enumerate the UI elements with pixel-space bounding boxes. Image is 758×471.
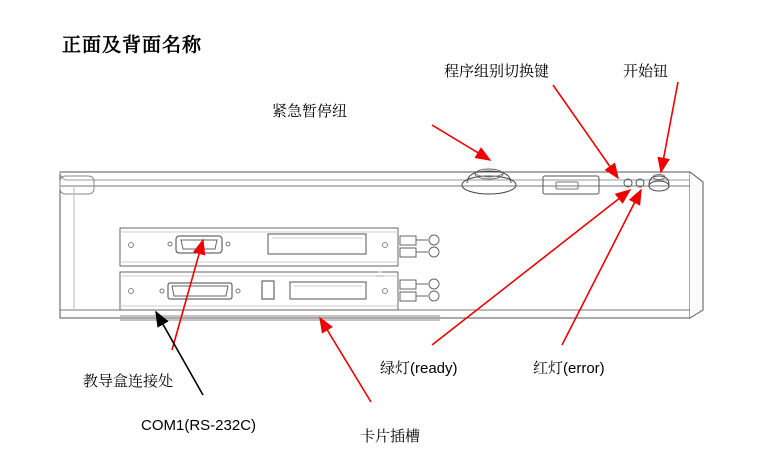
label-green-led-ready: 绿灯(ready) — [380, 360, 458, 377]
label-program-group-switch: 程序组别切换键 — [444, 63, 550, 80]
label-start-button: 开始钮 — [623, 63, 669, 80]
label-red-led-error: 红灯(error) — [533, 360, 605, 377]
page-title: 正面及背面名称 — [62, 35, 203, 56]
arrow-card-slot — [320, 318, 371, 402]
arrow-program-group-switch — [553, 85, 618, 178]
label-com1-rs232c: COM1(RS-232C) — [141, 417, 257, 434]
arrow-start-button — [661, 82, 678, 172]
label-teach-pendant-port: 教导盒连接处 — [83, 373, 174, 390]
controller-body — [60, 172, 703, 320]
label-emergency-stop: 紧急暂停纽 — [272, 103, 348, 120]
arrow-emergency-stop — [432, 125, 490, 160]
label-card-slot: 卡片插槽 — [360, 428, 421, 445]
